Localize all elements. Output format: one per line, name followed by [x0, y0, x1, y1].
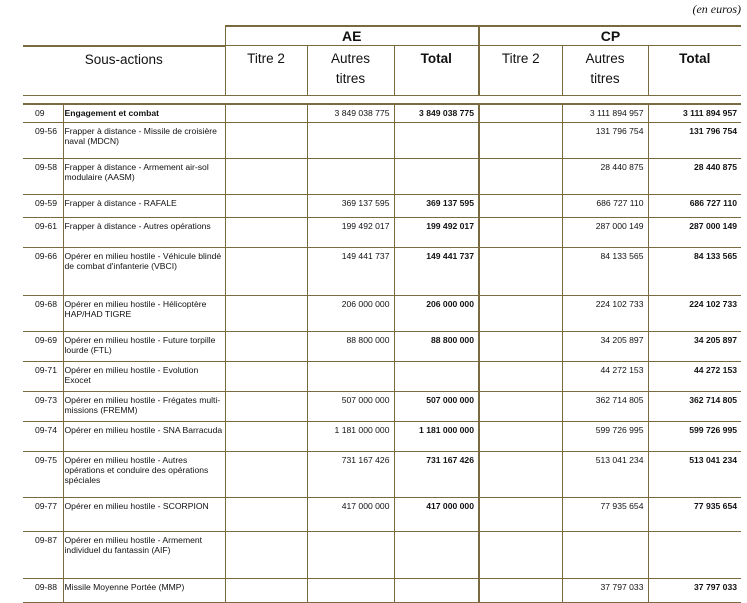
row-label: Opérer en milieu hostile - SNA Barracuda	[63, 421, 225, 451]
table-row	[23, 217, 741, 247]
row-cp-titre2	[479, 194, 562, 217]
row-cp-autres-titres	[562, 531, 648, 578]
header-ae-autres-line1: Autres	[330, 51, 371, 66]
row-cp-total: 77 935 654	[648, 497, 741, 531]
row-ae-titre2	[225, 104, 307, 123]
row-code: 09-74	[23, 421, 63, 451]
row-cp-autres-titres: 224 102 733	[562, 295, 648, 331]
row-cp-total: 686 727 110	[648, 194, 741, 217]
row-cp-total: 3 111 894 957	[648, 104, 741, 123]
header-ae-autres-titres	[307, 46, 394, 96]
row-cp-total: 34 205 897	[648, 331, 741, 361]
row-ae-titre2	[225, 331, 307, 361]
row-cp-total: 131 796 754	[648, 122, 741, 158]
row-cp-autres-titres: 44 272 153	[562, 361, 648, 391]
row-label: Opérer en milieu hostile - Autres opérations et conduire des opérations spéciales	[63, 451, 225, 497]
row-cp-autres-titres: 28 440 875	[562, 158, 648, 194]
row-label: Opérer en milieu hostile - SCORPION	[63, 497, 225, 531]
row-label: Opérer en milieu hostile - Véhicule blindé de combat d'infanterie (VBCI)	[63, 247, 225, 295]
row-ae-total: 199 492 017	[394, 217, 479, 247]
row-code: 09-69	[23, 331, 63, 361]
row-ae-total: 507 000 000	[394, 391, 479, 421]
table-row	[23, 497, 741, 531]
row-cp-titre2	[479, 531, 562, 578]
row-ae-autres-titres: 88 800 000	[307, 331, 394, 361]
row-ae-titre2	[225, 497, 307, 531]
header-column-row	[23, 46, 741, 96]
header-cp-titre2: Titre 2	[479, 46, 562, 96]
row-cp-autres-titres: 77 935 654	[562, 497, 648, 531]
row-code: 09	[23, 104, 63, 123]
header-group-spacer	[23, 26, 225, 46]
row-cp-autres-titres: 362 714 805	[562, 391, 648, 421]
row-cp-autres-titres: 131 796 754	[562, 122, 648, 158]
table-row	[23, 391, 741, 421]
row-label: Opérer en milieu hostile - Evolution Exocet	[63, 361, 225, 391]
table-row	[23, 104, 741, 123]
row-code: 09-66	[23, 247, 63, 295]
row-cp-titre2	[479, 578, 562, 602]
row-code: 09-77	[23, 497, 63, 531]
row-label: Engagement et combat	[63, 104, 225, 123]
row-ae-total	[394, 578, 479, 602]
row-cp-titre2	[479, 104, 562, 123]
row-ae-total: 417 000 000	[394, 497, 479, 531]
row-code: 09-59	[23, 194, 63, 217]
header-group-row	[23, 26, 741, 46]
row-cp-titre2	[479, 217, 562, 247]
row-label: Opérer en milieu hostile - Future torpille lourde (FTL)	[63, 331, 225, 361]
header-cp-autres-line2: titres	[590, 71, 620, 86]
row-cp-total: 84 133 565	[648, 247, 741, 295]
row-ae-titre2	[225, 247, 307, 295]
row-ae-total: 369 137 595	[394, 194, 479, 217]
row-cp-titre2	[479, 247, 562, 295]
table-row	[23, 451, 741, 497]
row-cp-total: 287 000 149	[648, 217, 741, 247]
header-cp-total: Total	[648, 46, 741, 96]
table-row	[23, 247, 741, 295]
row-cp-autres-titres: 686 727 110	[562, 194, 648, 217]
row-cp-autres-titres: 3 111 894 957	[562, 104, 648, 123]
row-ae-autres-titres: 206 000 000	[307, 295, 394, 331]
row-ae-autres-titres	[307, 531, 394, 578]
row-ae-autres-titres: 1 181 000 000	[307, 421, 394, 451]
row-ae-titre2	[225, 194, 307, 217]
row-ae-autres-titres	[307, 578, 394, 602]
row-cp-autres-titres: 599 726 995	[562, 421, 648, 451]
row-ae-autres-titres: 417 000 000	[307, 497, 394, 531]
row-ae-titre2	[225, 421, 307, 451]
row-ae-autres-titres: 3 849 038 775	[307, 104, 394, 123]
row-code: 09-75	[23, 451, 63, 497]
row-ae-autres-titres: 149 441 737	[307, 247, 394, 295]
header-sous-actions: Sous-actions	[23, 46, 225, 96]
row-ae-autres-titres: 731 167 426	[307, 451, 394, 497]
row-ae-autres-titres: 507 000 000	[307, 391, 394, 421]
row-cp-total: 513 041 234	[648, 451, 741, 497]
row-label: Opérer en milieu hostile - Hélicoptère HAP/HAD TIGRE	[63, 295, 225, 331]
row-code: 09-58	[23, 158, 63, 194]
table-row	[23, 194, 741, 217]
header-ae-titre2: Titre 2	[225, 46, 307, 96]
row-cp-total: 44 272 153	[648, 361, 741, 391]
row-ae-total	[394, 158, 479, 194]
table-row	[23, 331, 741, 361]
budget-table	[23, 25, 741, 603]
row-cp-titre2	[479, 295, 562, 331]
row-ae-total	[394, 361, 479, 391]
header-group-cp: CP	[479, 26, 741, 46]
row-cp-titre2	[479, 331, 562, 361]
row-cp-titre2	[479, 391, 562, 421]
row-ae-total	[394, 531, 479, 578]
row-ae-titre2	[225, 391, 307, 421]
row-code: 09-68	[23, 295, 63, 331]
row-code: 09-71	[23, 361, 63, 391]
table-row	[23, 158, 741, 194]
row-cp-total	[648, 531, 741, 578]
row-cp-autres-titres: 84 133 565	[562, 247, 648, 295]
header-ae-autres-line2: titres	[335, 71, 366, 86]
table-row	[23, 361, 741, 391]
table-row	[23, 122, 741, 158]
row-cp-titre2	[479, 421, 562, 451]
row-cp-titre2	[479, 497, 562, 531]
row-label: Frapper à distance - Missile de croisière naval (MDCN)	[63, 122, 225, 158]
row-ae-autres-titres	[307, 361, 394, 391]
row-cp-total: 362 714 805	[648, 391, 741, 421]
row-label: Opérer en milieu hostile - Frégates multi-missions (FREMM)	[63, 391, 225, 421]
row-cp-total: 599 726 995	[648, 421, 741, 451]
row-cp-autres-titres: 37 797 033	[562, 578, 648, 602]
row-label: Frapper à distance - RAFALE	[63, 194, 225, 217]
row-ae-titre2	[225, 122, 307, 158]
row-ae-titre2	[225, 578, 307, 602]
table-body	[23, 104, 741, 603]
header-cp-autres-line1: Autres	[585, 51, 625, 66]
header-group-ae: AE	[225, 26, 479, 46]
table-row	[23, 421, 741, 451]
row-cp-titre2	[479, 122, 562, 158]
header-ae-total: Total	[394, 46, 479, 96]
row-cp-titre2	[479, 158, 562, 194]
row-cp-autres-titres: 34 205 897	[562, 331, 648, 361]
row-ae-titre2	[225, 451, 307, 497]
row-ae-total: 206 000 000	[394, 295, 479, 331]
row-ae-titre2	[225, 158, 307, 194]
row-ae-titre2	[225, 217, 307, 247]
header-gap	[23, 95, 741, 104]
row-ae-titre2	[225, 361, 307, 391]
row-cp-autres-titres: 513 041 234	[562, 451, 648, 497]
row-ae-autres-titres: 369 137 595	[307, 194, 394, 217]
row-code: 09-61	[23, 217, 63, 247]
row-label: Frapper à distance - Armement air-sol modulaire (AASM)	[63, 158, 225, 194]
row-cp-titre2	[479, 451, 562, 497]
row-label: Frapper à distance - Autres opérations	[63, 217, 225, 247]
row-ae-autres-titres	[307, 122, 394, 158]
row-cp-total: 37 797 033	[648, 578, 741, 602]
table-row	[23, 531, 741, 578]
row-label: Opérer en milieu hostile - Armement individuel du fantassin (AIF)	[63, 531, 225, 578]
row-cp-total: 28 440 875	[648, 158, 741, 194]
row-code: 09-87	[23, 531, 63, 578]
row-ae-titre2	[225, 295, 307, 331]
row-code: 09-56	[23, 122, 63, 158]
header-cp-autres-titres	[562, 46, 648, 96]
row-cp-autres-titres: 287 000 149	[562, 217, 648, 247]
row-ae-autres-titres	[307, 158, 394, 194]
row-ae-autres-titres: 199 492 017	[307, 217, 394, 247]
row-cp-titre2	[479, 361, 562, 391]
row-ae-total: 731 167 426	[394, 451, 479, 497]
row-ae-total: 88 800 000	[394, 331, 479, 361]
row-ae-total: 3 849 038 775	[394, 104, 479, 123]
table-row	[23, 578, 741, 602]
row-code: 09-88	[23, 578, 63, 602]
table-row	[23, 295, 741, 331]
row-ae-total: 149 441 737	[394, 247, 479, 295]
row-ae-total: 1 181 000 000	[394, 421, 479, 451]
row-ae-titre2	[225, 531, 307, 578]
unit-note: (en euros)	[692, 2, 741, 16]
row-cp-total: 224 102 733	[648, 295, 741, 331]
row-code: 09-73	[23, 391, 63, 421]
row-ae-total	[394, 122, 479, 158]
row-label: Missile Moyenne Portée (MMP)	[63, 578, 225, 602]
